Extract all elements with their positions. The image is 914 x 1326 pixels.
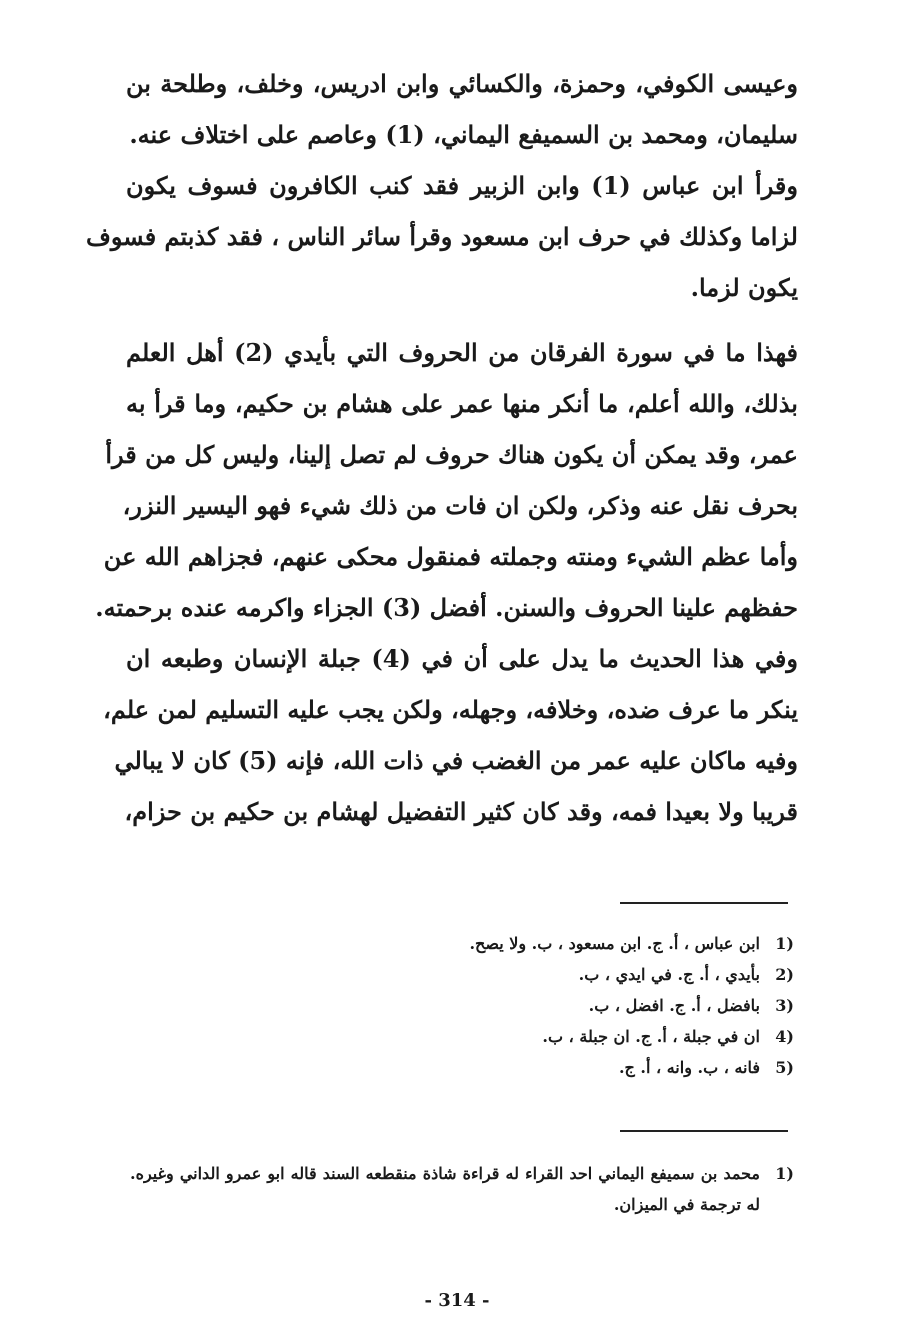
text-line: بذلك، والله أعلم، ما أنكر منها عمر على هشام بن حكيم، وما قرأ به bbox=[126, 389, 798, 418]
footnote-divider bbox=[620, 902, 788, 904]
main-text bbox=[86, 58, 798, 837]
text-line: عمر، وقد يمكن أن يكون هناك حروف لم تصل إلينا، وليس كل من قرأ bbox=[105, 440, 798, 469]
note-number: 2) bbox=[775, 965, 794, 984]
variant-note bbox=[469, 928, 794, 959]
text-line: وقرأ ابن عباس (1) وابن الزبير فقد كنب الكافرون فسوف يكون bbox=[126, 171, 798, 200]
footnote-divider bbox=[620, 1130, 788, 1132]
note-number: 1) bbox=[775, 934, 794, 953]
text-line: بحرف نقل عنه وذكر، ولكن ان فات من ذلك شيء فهو اليسير النزر، bbox=[122, 491, 798, 520]
text-line: ينكر ما عرف ضده، وخلافه، وجهله، ولكن يجب عليه التسليم لمن علم، bbox=[103, 695, 798, 724]
text-line: وفيه ماكان عليه عمر من الغضب في ذات الله، فإنه (5) كان لا يبالي bbox=[114, 746, 798, 775]
text-line: سليمان، ومحمد بن السميفع اليماني، (1) وعاصم على اختلاف عنه. bbox=[129, 120, 798, 149]
text-line: فهذا ما في سورة الفرقان من الحروف التي بأيدي (2) أهل العلم bbox=[126, 338, 798, 367]
variant-note bbox=[469, 1021, 794, 1052]
note-text: ابن عباس ، أ. ج. ابن مسعود ، ب. ولا يصح. bbox=[469, 934, 760, 953]
note-text: محمد بن سميفع اليماني احد القراء له قراءة شاذة منقطعه السند قاله ابو عمرو الداني وغيره. له ترجمة في الميزان. bbox=[130, 1164, 760, 1214]
note-number: 5) bbox=[775, 1058, 794, 1077]
text-line: يكون لزما. bbox=[690, 273, 798, 302]
note-text: ان في جبلة ، أ. ج. ان جبلة ، ب. bbox=[542, 1027, 760, 1046]
text-line: وفي هذا الحديث ما يدل على أن في (4) جبلة الإنسان وطبعه ان bbox=[126, 644, 798, 673]
note-text: بأيدي ، أ. ج. في ايدي ، ب. bbox=[578, 965, 760, 984]
variant-note bbox=[469, 990, 794, 1021]
note-text: بافضل ، أ. ج. افضل ، ب. bbox=[588, 996, 760, 1015]
text-line: حفظهم علينا الحروف والسنن. أفضل (3) الجزاء واكرمه عنده برحمته. bbox=[95, 593, 798, 622]
page-number: - 314 - bbox=[424, 1290, 490, 1311]
variant-readings bbox=[469, 928, 794, 1083]
paragraph-gap bbox=[126, 313, 798, 327]
text-line: وأما عظم الشيء ومنته وجملته فمنقول محكى عنهم، فجزاهم الله عن bbox=[103, 542, 798, 571]
biographical-footnote bbox=[130, 1158, 794, 1220]
text-line: قريبا ولا بعيدا فمه، وقد كان كثير التفضيل لهشام بن حكيم بن حزام، bbox=[124, 797, 798, 826]
note-number: 3) bbox=[775, 996, 794, 1015]
note-number: 1) bbox=[775, 1164, 794, 1183]
text-line: وعيسى الكوفي، وحمزة، والكسائي وابن ادريس، وخلف، وطلحة بن bbox=[126, 69, 798, 98]
variant-note bbox=[469, 959, 794, 990]
variant-note bbox=[469, 1052, 794, 1083]
text-line: لزاما وكذلك في حرف ابن مسعود وقرأ سائر الناس ، فقد كذبتم فسوف bbox=[86, 222, 798, 251]
note-text: فانه ، ب. وانه ، أ. ج. bbox=[618, 1058, 760, 1077]
note-number: 4) bbox=[775, 1027, 794, 1046]
